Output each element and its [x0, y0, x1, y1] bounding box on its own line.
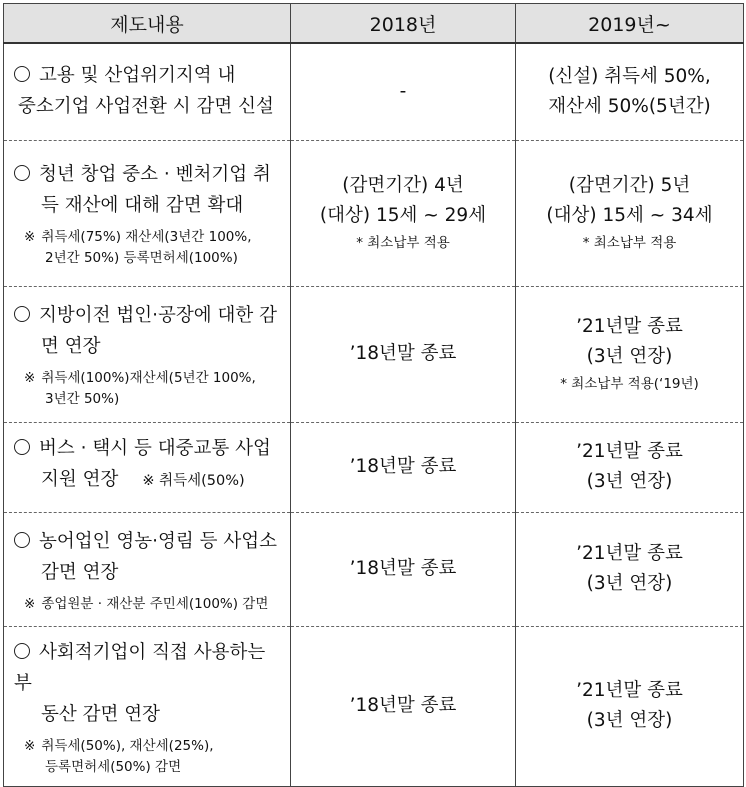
value-line: (3년 연장)	[586, 346, 673, 367]
table-row	[4, 286, 744, 422]
note-line: 취득세(50%), 재산세(25%),	[41, 737, 214, 754]
note-line: 취득세(75%) 재산세(3년간 100%,	[41, 229, 252, 245]
table-row	[4, 512, 744, 626]
value-line: (3년 연장)	[586, 471, 673, 492]
value-line: ’18년말 종료	[349, 456, 457, 477]
circle-bullet-icon	[14, 165, 30, 181]
cell-2019	[516, 626, 744, 786]
value-note: * 최소납부 적용	[582, 235, 677, 251]
cell-2019	[516, 140, 744, 286]
circle-bullet-icon	[14, 306, 30, 322]
desc-line: 청년 창업 중소 · 벤처기업 취	[39, 164, 271, 185]
value-line: 재산세 50%(5년간)	[548, 95, 711, 117]
circle-bullet-icon	[14, 66, 30, 82]
circle-bullet-icon	[14, 643, 30, 659]
cell-2019	[516, 286, 744, 422]
value-line: (대상) 15세 ~ 29세	[319, 205, 487, 226]
value-line: (3년 연장)	[586, 573, 673, 594]
table-row	[4, 422, 744, 512]
desc-line: 중소기업 사업전환 시 감면 신설	[18, 95, 274, 117]
desc-line: 면 연장	[41, 336, 101, 357]
cell-2018	[291, 626, 516, 786]
desc-cell	[4, 512, 291, 626]
desc-line: 버스 · 택시 등 대중교통 사업	[39, 438, 271, 459]
reference-mark: ※	[24, 370, 36, 386]
reference-mark: ※	[24, 737, 36, 754]
reference-mark: ※	[24, 595, 36, 612]
value-line: ’21년말 종료	[576, 316, 683, 337]
cell-2019	[516, 43, 744, 140]
circle-bullet-icon	[14, 532, 30, 548]
note-line: 등록면허세(50%) 감면	[45, 758, 182, 775]
note-line: 종업원분 · 재산분 주민세(100%) 감면	[41, 595, 269, 612]
desc-line: 득 재산에 대해 감면 확대	[41, 195, 244, 216]
desc-line: 농어업인 영농·영림 등 사업소	[39, 530, 277, 552]
desc-line: 감면 연장	[41, 561, 119, 583]
note-line: 2년간 50%) 등록면허세(100%)	[45, 250, 238, 266]
table-row	[4, 626, 744, 786]
header-2018: 2018년	[291, 4, 516, 44]
value-line: ’18년말 종료	[349, 343, 457, 364]
value-line: ’18년말 종료	[349, 558, 457, 579]
value-note: * 최소납부 적용	[356, 235, 450, 251]
value-line: ’21년말 종료	[576, 441, 683, 462]
header-content: 제도내용	[4, 4, 291, 44]
value-line: (신설) 취득세 50%,	[548, 65, 711, 87]
circle-bullet-icon	[14, 439, 30, 455]
value-line: -	[399, 80, 407, 102]
desc-cell	[4, 422, 291, 512]
desc-cell	[4, 140, 291, 286]
value-line: ’21년말 종료	[576, 543, 683, 564]
value-line: (3년 연장)	[586, 710, 673, 731]
cell-2018	[291, 286, 516, 422]
cell-2018	[291, 140, 516, 286]
note-line: 3년간 50%)	[45, 391, 120, 407]
desc-line: 지원 연장	[41, 469, 119, 490]
cell-2019	[516, 512, 744, 626]
table-row	[4, 140, 744, 286]
cell-2018	[291, 43, 516, 140]
desc-cell	[4, 626, 291, 786]
header-row	[4, 4, 744, 44]
reference-mark: ※	[24, 229, 36, 245]
desc-line: 지방이전 법인·공장에 대한 감	[39, 305, 277, 326]
desc-line: 동산 감면 연장	[41, 703, 160, 725]
value-line: (감면기간) 4년	[342, 175, 464, 196]
value-note: * 최소납부 적용(‘19년)	[560, 376, 699, 392]
value-line: (감면기간) 5년	[568, 175, 691, 196]
desc-line: 사회적기업이 직접 사용하는 부	[14, 641, 266, 694]
cell-2018	[291, 422, 516, 512]
cell-2018	[291, 512, 516, 626]
cell-2019	[516, 422, 744, 512]
table-row	[4, 43, 744, 140]
value-line: ’21년말 종료	[576, 680, 683, 701]
desc-cell	[4, 43, 291, 140]
desc-cell	[4, 286, 291, 422]
tax-reduction-table	[3, 3, 744, 787]
note-line: 취득세(100%)재산세(5년간 100%,	[41, 370, 256, 386]
desc-line: 고용 및 산업위기지역 내	[39, 64, 236, 86]
value-line: (대상) 15세 ~ 34세	[546, 205, 713, 226]
header-2019: 2019년~	[516, 4, 744, 44]
value-line: ’18년말 종료	[349, 695, 457, 716]
inline-note: ※ 취득세(50%)	[142, 473, 245, 489]
